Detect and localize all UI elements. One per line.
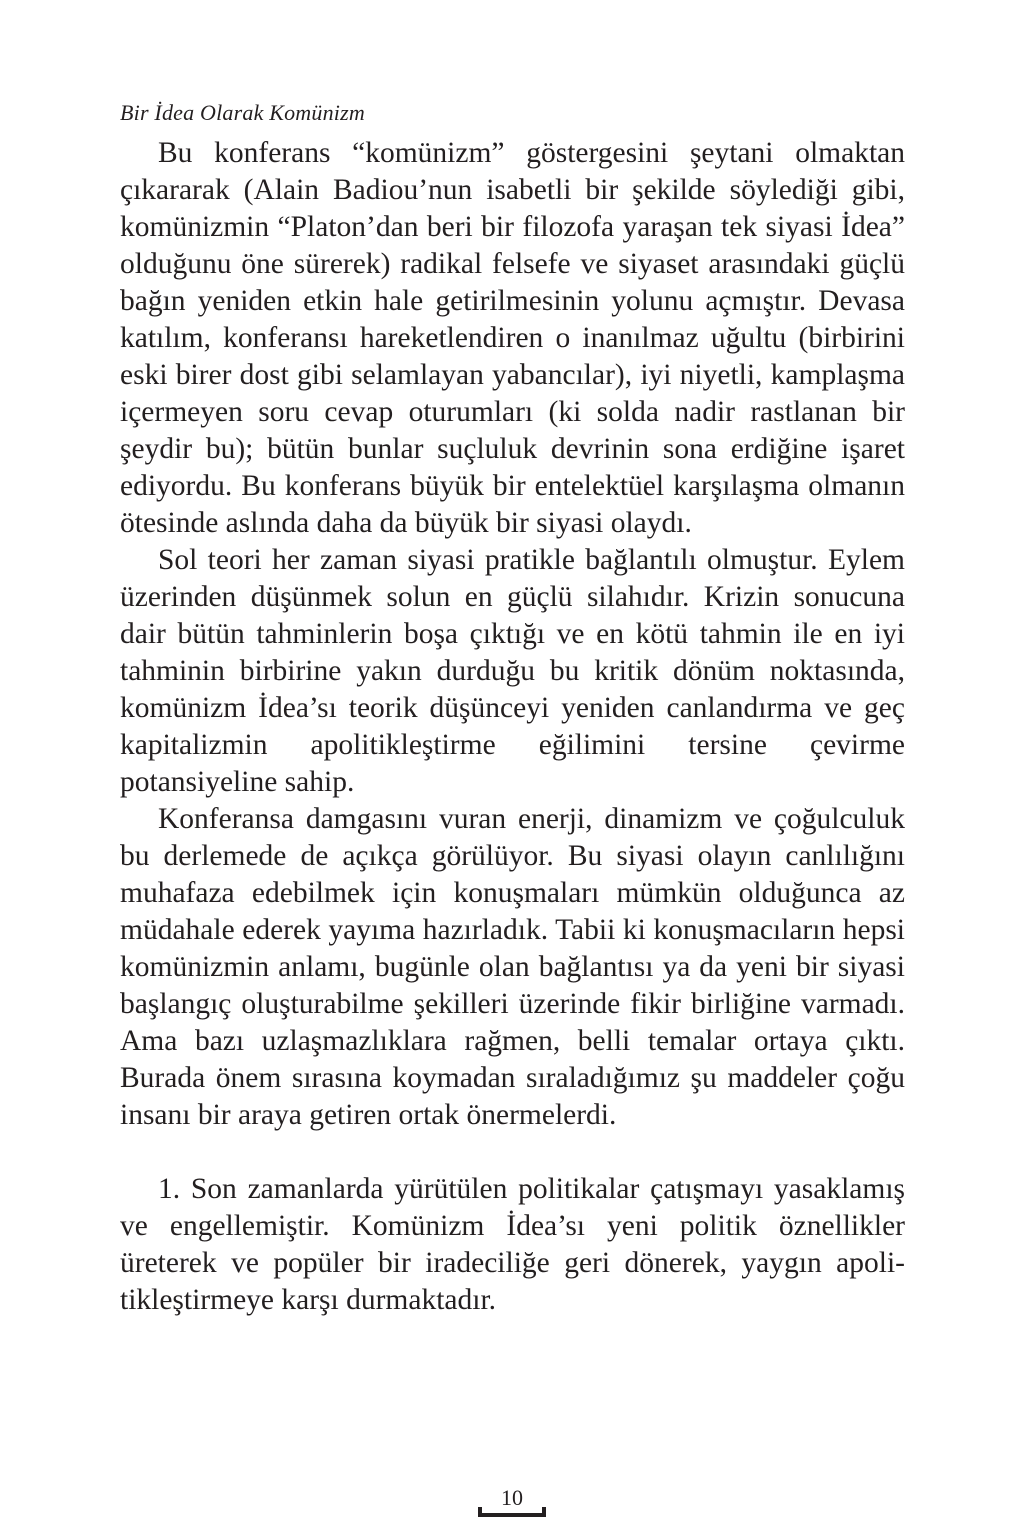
running-header: Bir İdea Olarak Komünizm xyxy=(120,100,365,125)
body-text xyxy=(120,135,905,1319)
paragraph: Sol teori her zaman siyasi pratikle bağlantılı olmuştur. Eylem üzerinden düşünmek solun en güçlü silahıdır. Krizin sonucuna dair bütün tahminlerin boşa çıktığı ve en kötü tahmin ile en iyi tahminin birbirine yakın durduğu bu kritik dönüm noktasında, komünizm İdea’sı teorik düşünceyi yeniden canlandırma ve geç kapitalizmin apolitikleştirme eğilimini tersine çevirme potansiyeline sahip. xyxy=(120,544,905,798)
paragraph: Konferansa damgasını vuran enerji, dinamizm ve çoğulculuk bu derlemede de açıkça görülüyor. Bu siyasi olayın canlılığını muhafaza edebilmek için konuşmaları mümkün olduğunca az müdahale ederek yayıma hazırladık. Tabii ki konuşmacıların hepsi komünizmin anlamı, bugünle olan bağlantısı ya da yeni bir siyasi başlangıç oluşturabilme şekilleri üzerinde fikir birliğine varmadı. Ama bazı uzlaşmazlıklara rağmen, belli temalar ortaya çıktı. Burada önem sırasına koymadan sıraladığımız şu maddeler çoğu insanı bir araya getiren ortak önermelerdi. xyxy=(120,803,905,1131)
footer-bracket-rule xyxy=(478,1513,546,1517)
page-number: 10 xyxy=(501,1485,523,1510)
numbered-paragraph: 1. Son zamanlarda yürütülen politikalar çatışmayı yasaklamış ve engellemiştir. Komünizm İdea’sı yeni politik öznellikler üreterek ve popüler bir iradeciliğe geri dönerek, yaygın apolitikleştirmeye karşı durmaktadır. xyxy=(120,1173,905,1316)
page-footer xyxy=(472,1485,552,1521)
paragraph: Bu konferans “komünizm” göstergesini şeytani olmaktan çıkararak (Alain Badiou’nun isabetli bir şekilde söylediği gibi, komünizmin “Platon’dan beri bir filozofa yaraşan tek siyasi İdea” olduğunu öne sürerek) radikal felsefe ve siyaset arasındaki güçlü bağın yeniden etkin hale getirilmesinin yolunu açmıştır. Devasa katılım, konferansı hareketlendiren o inanılmaz uğultu (birbirini eski birer dost gibi selamlayan yabancılar), iyi niyetli, kamplaşma içermeyen soru cevap oturumları (ki solda nadir rastlanan bir şeydir bu); bütün bunlar suçluluk devrinin sona erdiğine işaret ediyordu. Bu konferans büyük bir entelektüel karşılaşma olmanın ötesinde aslında daha da büyük bir siyasi olaydı. xyxy=(120,137,905,539)
